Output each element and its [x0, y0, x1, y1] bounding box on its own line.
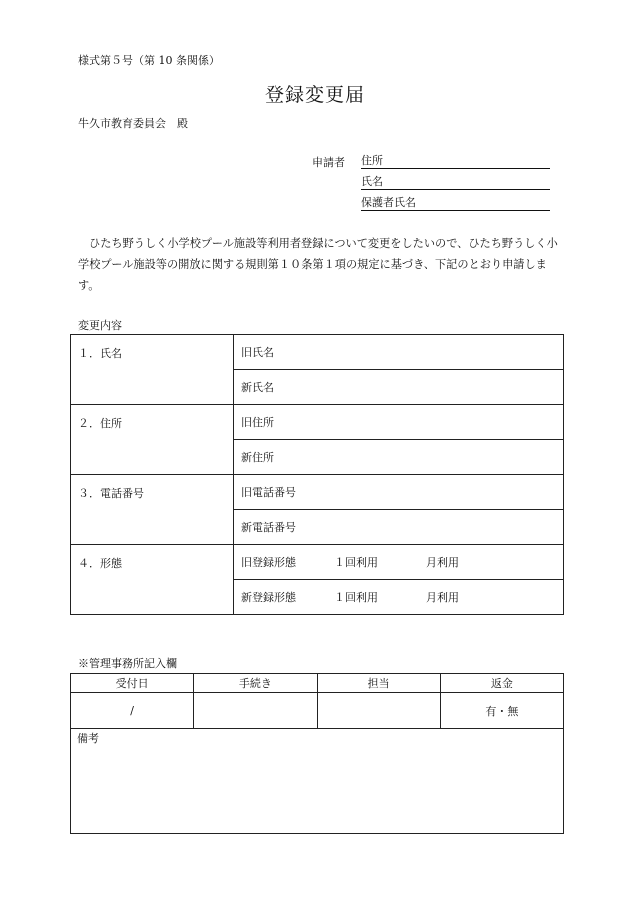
name-field[interactable]: 氏名: [361, 175, 550, 190]
office-use-table: [70, 673, 564, 834]
change-item-label: ２．住所: [71, 405, 234, 475]
change-item-label: ４．形態: [71, 545, 234, 615]
table-row: [71, 405, 564, 440]
option-single-use[interactable]: １回利用: [334, 556, 378, 569]
new-value-cell[interactable]: 新住所: [234, 440, 564, 475]
addressee: 牛久市教育委員会 殿: [78, 117, 188, 130]
refund-cell[interactable]: 有・無: [440, 693, 563, 729]
new-form-cell: [234, 580, 564, 615]
old-value-cell[interactable]: 旧電話番号: [234, 475, 564, 510]
table-row: [71, 747, 564, 834]
table-row: [71, 729, 564, 748]
staff-cell[interactable]: [317, 693, 440, 729]
old-form-cell: [234, 545, 564, 580]
table-row: [71, 475, 564, 510]
change-item-label: １．氏名: [71, 335, 234, 405]
form-number: 様式第５号（第 10 条関係）: [78, 54, 220, 67]
header-procedure: 手続き: [194, 674, 317, 693]
old-value-cell[interactable]: 旧氏名: [234, 335, 564, 370]
header-staff: 担当: [317, 674, 440, 693]
changes-caption: 変更内容: [78, 319, 122, 332]
table-row: [71, 335, 564, 370]
address-field[interactable]: 住所: [361, 154, 550, 169]
change-item-label: ３．電話番号: [71, 475, 234, 545]
remarks-label: 備考: [71, 729, 564, 748]
office-use-caption: ※管理事務所記入欄: [78, 657, 177, 670]
application-statement: ひたち野うしく小学校プール施設等利用者登録について変更をしたいので、ひたち野うしく小学校プール施設等の開放に関する規則第１０条第１項の規定に基づき、下記のとおり申請します。: [78, 237, 558, 292]
old-value-cell[interactable]: 旧住所: [234, 405, 564, 440]
procedure-cell[interactable]: [194, 693, 317, 729]
guardian-name-field[interactable]: 保護者氏名: [361, 196, 550, 211]
changes-table: [70, 334, 564, 615]
header-receipt-date: 受付日: [71, 674, 194, 693]
applicant-label: 申請者: [312, 156, 345, 169]
option-monthly-use[interactable]: 月利用: [426, 556, 459, 569]
table-row: [71, 545, 564, 580]
new-value-cell[interactable]: 新電話番号: [234, 510, 564, 545]
option-single-use[interactable]: １回利用: [334, 591, 378, 604]
header-refund: 返金: [440, 674, 563, 693]
option-monthly-use[interactable]: 月利用: [426, 591, 459, 604]
table-row: [71, 693, 564, 729]
table-row: [71, 674, 564, 693]
remarks-area[interactable]: [71, 747, 564, 834]
document-title: 登録変更届: [264, 84, 365, 106]
new-form-label: 新登録形態: [241, 591, 296, 604]
new-value-cell[interactable]: 新氏名: [234, 370, 564, 405]
old-form-label: 旧登録形態: [241, 556, 296, 569]
receipt-date-cell[interactable]: /: [71, 693, 194, 729]
